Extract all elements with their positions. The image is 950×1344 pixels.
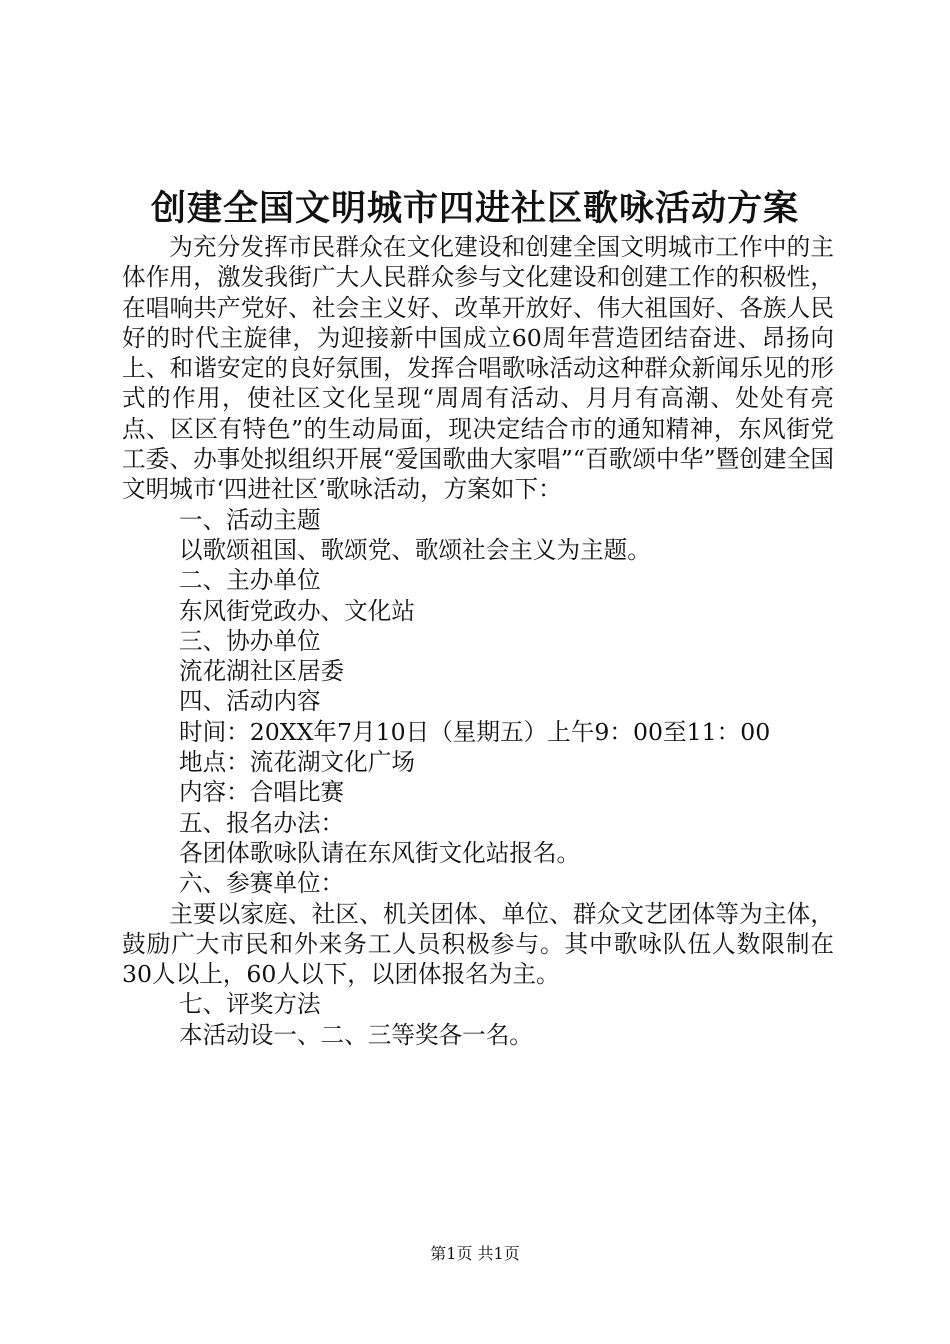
document-body (122, 232, 834, 1050)
section-text-co-organizer: 流花湖社区居委 (179, 657, 345, 686)
section-text-participants: 主要以家庭、社区、机关团体、单位、群众文艺团体等为主体，鼓励广大市民和外来务工人员积极参与。其中歌咏队伍人数限制在30人以上，60人以下，以团体报名为主。 (122, 899, 834, 989)
section-text-awards: 本活动设一、二、三等奖各一名。 (179, 1020, 533, 1049)
document-title: 创建全国文明城市四进社区歌咏活动方案 (150, 188, 799, 229)
section-heading-awards: 七、评奖方法 (179, 990, 321, 1019)
section-text-organizer: 东风街党政办、文化站 (179, 596, 415, 625)
page-footer: 第1页 共1页 (430, 1244, 520, 1263)
section-heading-registration: 五、报名办法： (179, 808, 345, 837)
section-text-content: 内容：合唱比赛 (179, 778, 345, 807)
section-text-registration: 各团体歌咏队请在东风街文化站报名。 (179, 838, 581, 867)
section-text-time: 时间：20XX年7月10日（星期五）上午9：00至11：00 (179, 717, 771, 746)
section-text-theme: 以歌颂祖国、歌颂党、歌颂社会主义为主题。 (179, 535, 651, 564)
section-heading-theme: 一、活动主题 (179, 505, 321, 534)
section-heading-co-organizer: 三、协办单位 (179, 626, 321, 655)
section-heading-organizer: 二、主办单位 (179, 566, 321, 595)
section-heading-content: 四、活动内容 (179, 687, 321, 716)
section-text-place: 地点：流花湖文化广场 (179, 748, 415, 777)
intro-paragraph: 为充分发挥市民群众在文化建设和创建全国文明城市工作中的主体作用，激发我街广大人民群众参与文化建设和创建工作的积极性，在唱响共产党好、社会主义好、改革开放好、伟大祖国好、各族人民好的时代主旋律，为迎接新中国成立60周年营造团结奋进、昂扬向上、和谐安定的良好氛围，发挥合唱歌咏活动这种群众新闻乐见的形式的作用，使社区文化呈现“周周有活动、月月有高潮、处处有亮点、区区有特色”的生动局面，现决定结合市的通知精神，东风街党工委、办事处拟组织开展“爱国歌曲大家唱”“百歌颂中华”暨创建全国文明城市‘四进社区’歌咏活动，方案如下： (122, 233, 834, 504)
section-heading-participants: 六、参赛单位： (179, 869, 345, 898)
